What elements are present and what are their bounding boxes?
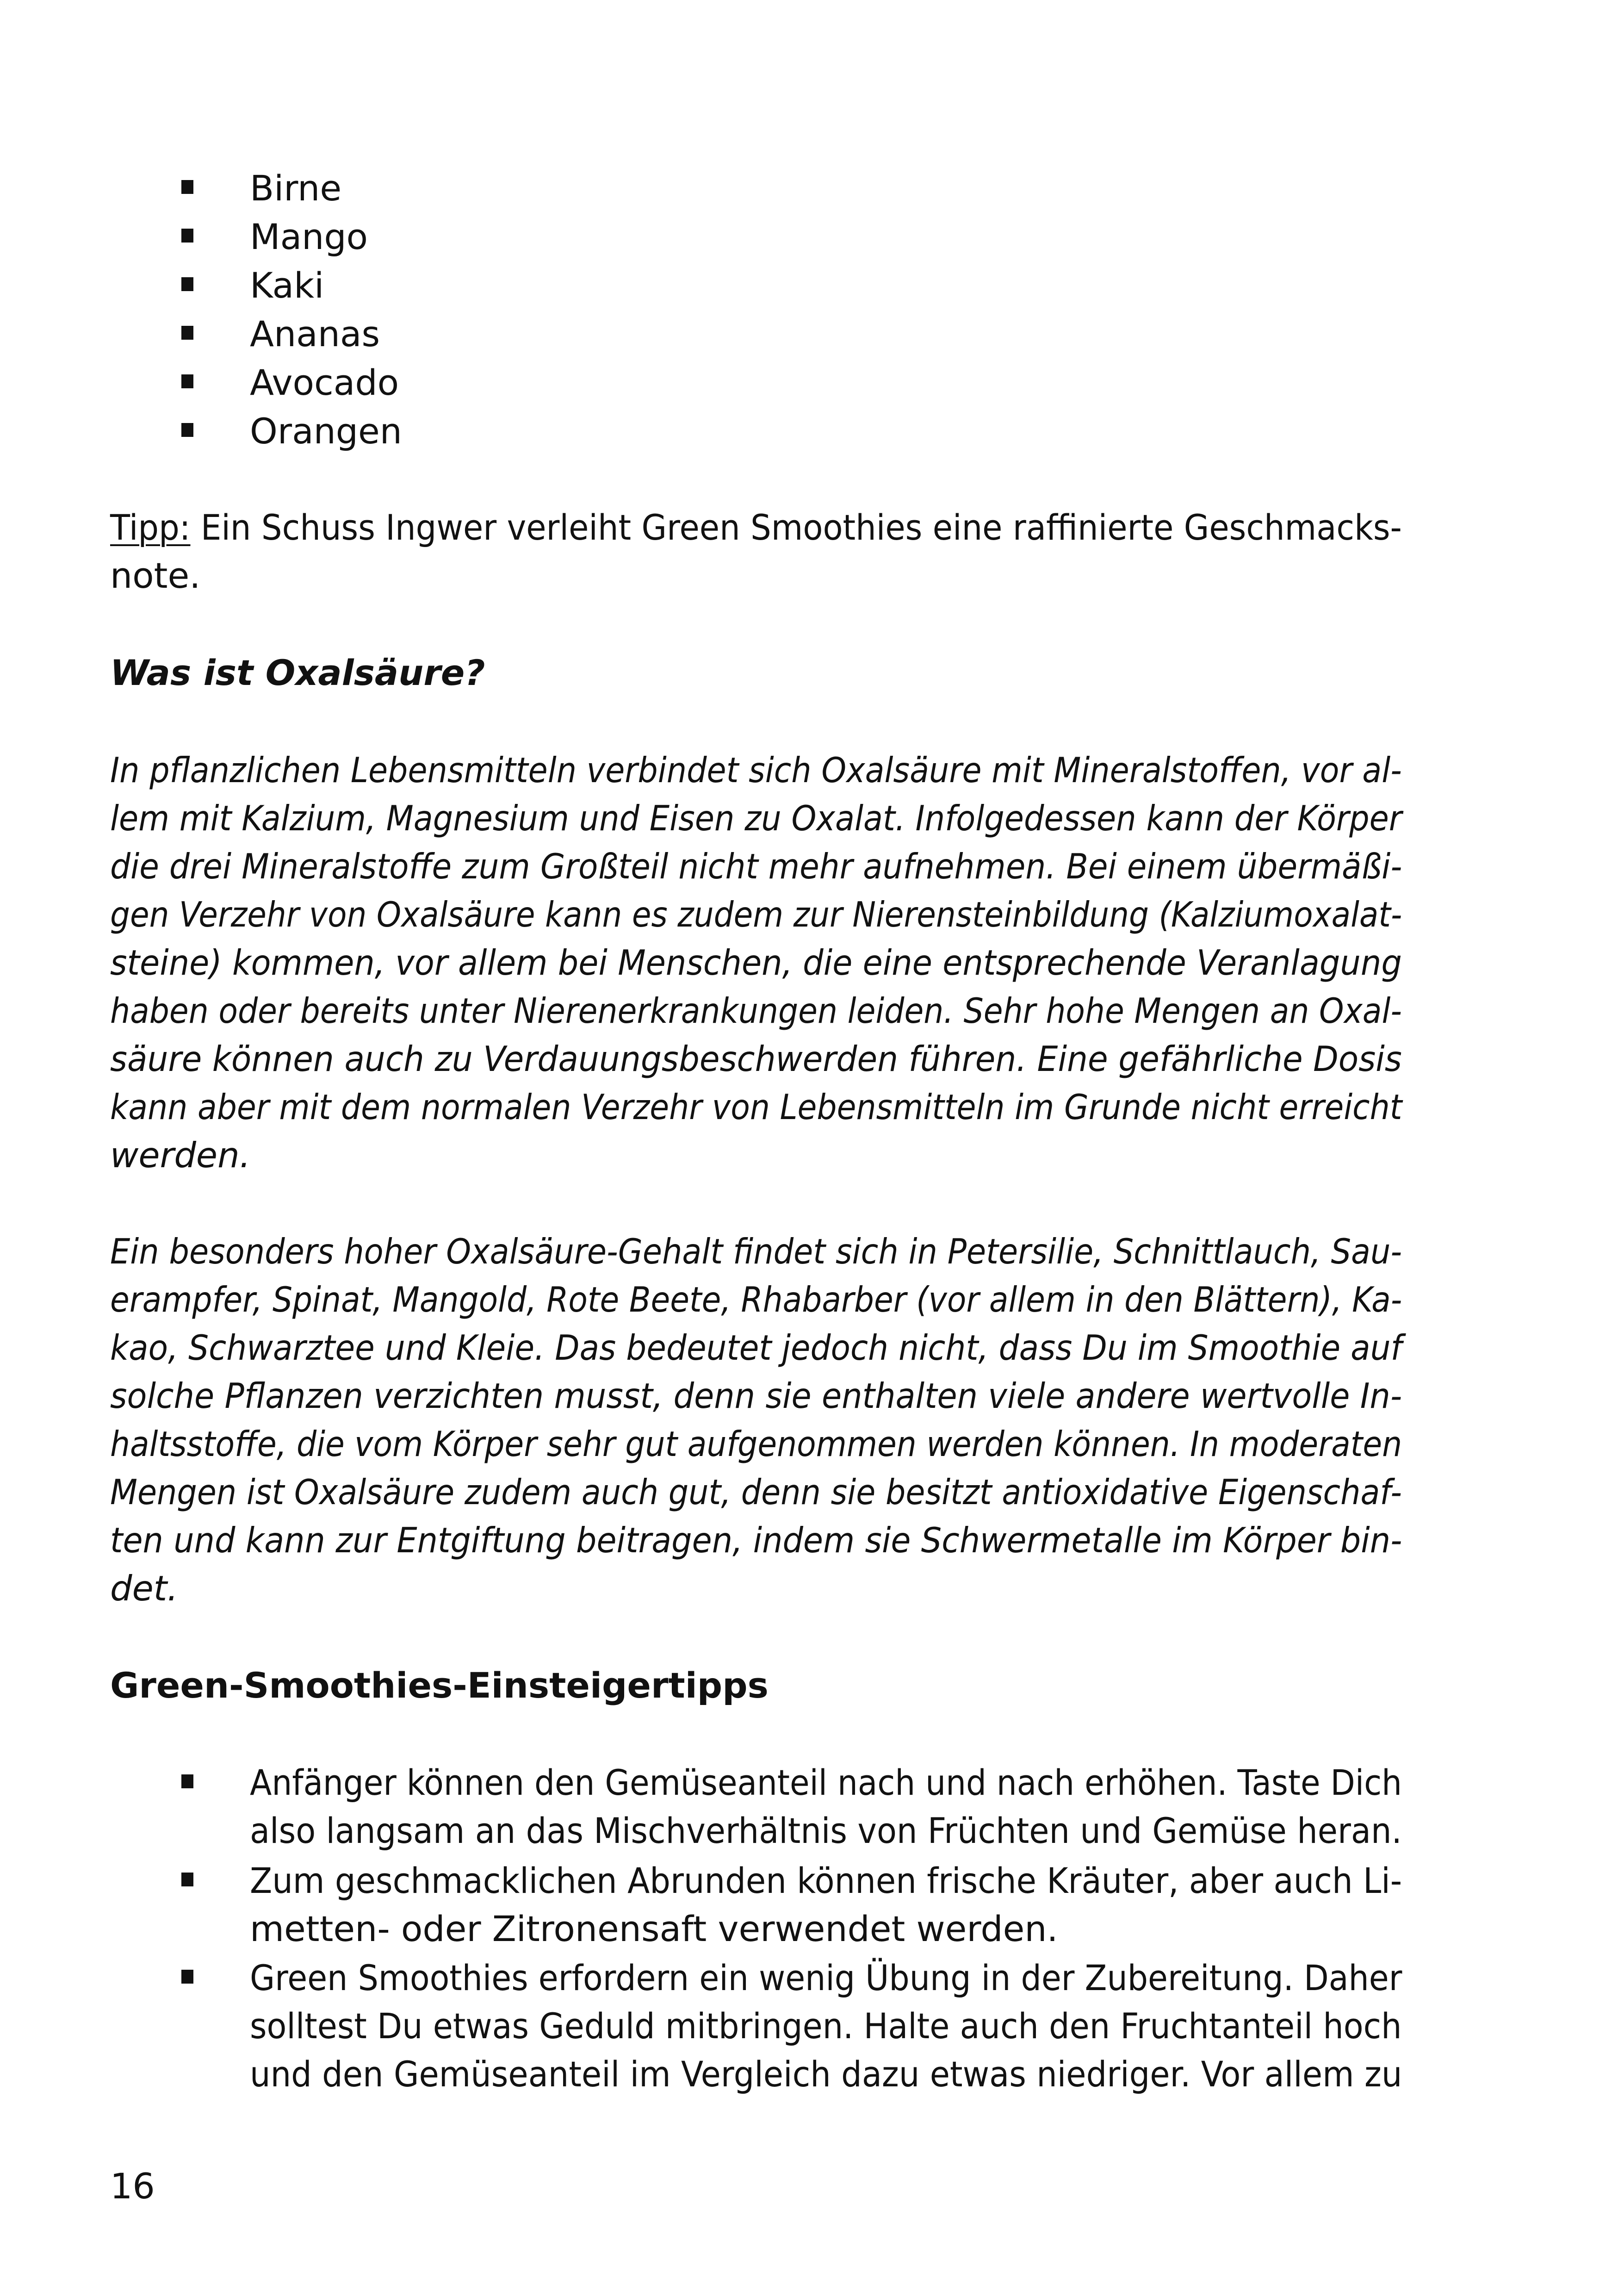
list-item-text: Avocado (250, 362, 399, 403)
list-item (0, 213, 1388, 261)
paragraph-line: Ein besonders hoher Oxalsäure-Gehalt findet sich in Petersilie, Schnittlauch, Sau- (110, 1231, 1402, 1272)
list-item-text: Orangen (250, 411, 402, 452)
list-item-line: solltest Du etwas Geduld mitbringen. Halte auch den Fruchtanteil hoch (250, 2005, 1402, 2047)
list-item (0, 164, 1388, 212)
paragraph-line: lem mit Kalzium, Magnesium und Eisen zu Oxalat. Infolgedessen kann der Körper (110, 798, 1402, 839)
paragraph-line: gen Verzehr von Oxalsäure kann es zudem zur Nierensteinbildung (Kalziumoxalat- (110, 894, 1402, 935)
square-bullet-icon (181, 1873, 193, 1886)
list-item-line: also langsam an das Mischverhältnis von Früchten und Gemüse heran. (250, 1810, 1402, 1851)
page-number: 16 (110, 2165, 155, 2207)
section-heading-oxalic-acid: Was ist Oxalsäure? (110, 652, 485, 693)
list-item-text: Kaki (250, 265, 324, 306)
square-bullet-icon (181, 229, 193, 243)
list-item-text: Ananas (250, 313, 380, 355)
list-item-line: Green Smoothies erfordern ein wenig Übung in der Zubereitung. Daher (250, 1957, 1402, 1998)
paragraph-line: det. (110, 1568, 178, 1609)
list-item (0, 310, 1388, 358)
square-bullet-icon (181, 374, 193, 388)
list-item (0, 261, 1388, 310)
list-item (0, 407, 1388, 455)
square-bullet-icon (181, 423, 193, 437)
list-item (0, 359, 1388, 407)
paragraph-line: die drei Mineralstoffe zum Großteil nicht mehr aufnehmen. Bei einem übermäßi- (110, 846, 1402, 887)
paragraph-line: haltsstoffe, die vom Körper sehr gut aufgenommen werden können. In moderaten (110, 1424, 1402, 1464)
square-bullet-icon (181, 326, 193, 340)
square-bullet-icon (181, 1970, 193, 1984)
paragraph-line: säure können auch zu Verdauungsbeschwerden führen. Eine gefährliche Dosis (110, 1039, 1402, 1079)
square-bullet-icon (181, 180, 193, 194)
tip-line-2: note. (110, 555, 201, 596)
paragraph-line: erampfer, Spinat, Mangold, Rote Beete, Rhabarber (vor allem in den Blättern), Ka- (110, 1279, 1402, 1320)
paragraph-line: kann aber mit dem normalen Verzehr von Lebensmitteln im Grunde nicht erreicht (110, 1087, 1402, 1127)
paragraph-line: haben oder bereits unter Nierenerkrankungen leiden. Sehr hohe Mengen an Oxal- (110, 990, 1402, 1031)
paragraph-line: Mengen ist Oxalsäure zudem auch gut, denn sie besitzt antioxidative Eigenschaf- (110, 1472, 1402, 1512)
square-bullet-icon (181, 1774, 193, 1788)
list-item-text: Birne (250, 168, 342, 209)
paragraph-line: In pflanzlichen Lebensmitteln verbindet sich Oxalsäure mit Mineralstoffen, vor al- (110, 750, 1402, 790)
list-item-line: Zum geschmacklichen Abrunden können frische Kräuter, aber auch Li- (250, 1860, 1402, 1901)
tip-line-1 (110, 504, 1402, 552)
tip-label: Tipp: (110, 507, 191, 548)
section-heading-starter-tips: Green-Smoothies-Einsteigertipps (110, 1665, 769, 1706)
paragraph-line: steine) kommen, vor allem bei Menschen, die eine entsprechende Veranlagung (110, 942, 1402, 983)
paragraph-line: solche Pflanzen verzichten musst, denn sie enthalten viele andere wertvolle In- (110, 1375, 1402, 1416)
paragraph-line: ten und kann zur Entgiftung beitragen, indem sie Schwermetalle im Körper bin- (110, 1520, 1402, 1561)
list-item-line: Anfänger können den Gemüseanteil nach und nach erhöhen. Taste Dich (250, 1762, 1402, 1803)
square-bullet-icon (181, 277, 193, 291)
list-item-line: und den Gemüseanteil im Vergleich dazu etwas niedriger. Vor allem zu (250, 2053, 1402, 2095)
paragraph-line: werden. (110, 1135, 251, 1176)
paragraph-line: kao, Schwarztee und Kleie. Das bedeutet jedoch nicht, dass Du im Smoothie auf (110, 1327, 1402, 1368)
list-item-line: metten- oder Zitronensaft verwendet werden. (250, 1908, 1058, 1949)
tip-text: Ein Schuss Ingwer verleiht Green Smoothies eine raffinierte Geschmacks- (190, 507, 1402, 548)
list-item-text: Mango (250, 216, 368, 257)
